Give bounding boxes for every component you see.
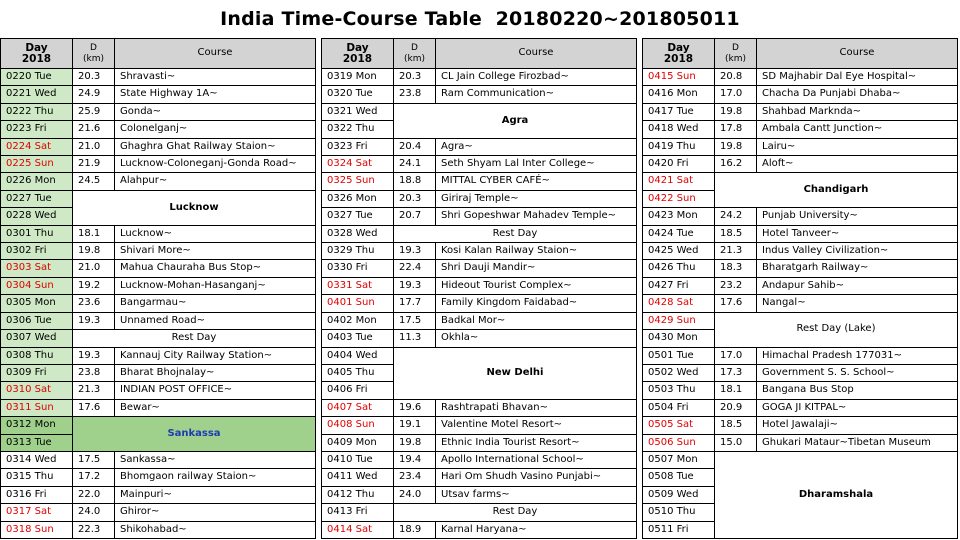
day-cell: 0328 Wed bbox=[322, 225, 394, 242]
day-cell: 0429 Sun bbox=[643, 312, 715, 329]
day-cell: 0307 Wed bbox=[1, 330, 73, 347]
distance-cell: 24.5 bbox=[73, 173, 115, 190]
day-cell: 0228 Wed bbox=[1, 208, 73, 225]
table-row bbox=[322, 312, 637, 329]
header-day: Day 2018 bbox=[643, 39, 715, 69]
course-cell: Himachal Pradesh 177031~ bbox=[757, 347, 958, 364]
merged-course-cell: Lucknow bbox=[73, 190, 316, 225]
distance-cell: 24.2 bbox=[715, 208, 757, 225]
table-row bbox=[322, 243, 637, 260]
distance-cell: 16.2 bbox=[715, 156, 757, 173]
day-cell: 0430 Mon bbox=[643, 330, 715, 347]
table-row bbox=[643, 434, 958, 451]
course-cell: Family Kingdom Faidabad~ bbox=[436, 295, 637, 312]
distance-cell: 20.7 bbox=[394, 208, 436, 225]
day-cell: 0424 Tue bbox=[643, 225, 715, 242]
table-row bbox=[322, 521, 637, 538]
table-row bbox=[643, 382, 958, 399]
table-row bbox=[643, 156, 958, 173]
distance-cell: 19.3 bbox=[394, 277, 436, 294]
course-cell: Shahbad Marknda~ bbox=[757, 103, 958, 120]
table-row bbox=[322, 277, 637, 294]
table-row bbox=[643, 208, 958, 225]
course-cell: Shivari More~ bbox=[115, 243, 316, 260]
distance-cell: 23.8 bbox=[394, 86, 436, 103]
distance-cell: 21.9 bbox=[73, 156, 115, 173]
day-cell: 0304 Sun bbox=[1, 277, 73, 294]
day-cell: 0315 Thu bbox=[1, 469, 73, 486]
table-row bbox=[1, 504, 316, 521]
distance-cell: 17.6 bbox=[715, 295, 757, 312]
day-cell: 0502 Wed bbox=[643, 364, 715, 381]
distance-cell: 21.0 bbox=[73, 138, 115, 155]
day-cell: 0311 Sun bbox=[1, 399, 73, 416]
distance-cell: 18.8 bbox=[394, 173, 436, 190]
table-row bbox=[643, 295, 958, 312]
course-cell: Ethnic India Tourist Resort~ bbox=[436, 434, 637, 451]
day-cell: 0415 Sun bbox=[643, 69, 715, 86]
table-row bbox=[1, 121, 316, 138]
table-row bbox=[322, 173, 637, 190]
course-cell: Unnamed Road~ bbox=[115, 312, 316, 329]
table-row bbox=[1, 347, 316, 364]
distance-cell: 19.8 bbox=[73, 243, 115, 260]
day-cell: 0412 Thu bbox=[322, 486, 394, 503]
day-cell: 0326 Mon bbox=[322, 190, 394, 207]
distance-cell: 20.3 bbox=[394, 69, 436, 86]
distance-cell: 22.4 bbox=[394, 260, 436, 277]
course-cell: Seth Shyam Lal Inter College~ bbox=[436, 156, 637, 173]
day-cell: 0503 Thu bbox=[643, 382, 715, 399]
table-row bbox=[322, 399, 637, 416]
day-cell: 0319 Mon bbox=[322, 69, 394, 86]
day-cell: 0325 Sun bbox=[322, 173, 394, 190]
table-row bbox=[1, 225, 316, 242]
header-distance: D (km) bbox=[715, 39, 757, 69]
day-cell: 0510 Thu bbox=[643, 504, 715, 521]
distance-cell: 19.4 bbox=[394, 451, 436, 468]
course-cell: Lucknow~ bbox=[115, 225, 316, 242]
day-cell: 0303 Sat bbox=[1, 260, 73, 277]
course-cell: Ghukari Mataur~Tibetan Museum bbox=[757, 434, 958, 451]
table-row bbox=[322, 156, 637, 173]
distance-cell: 19.1 bbox=[394, 417, 436, 434]
day-cell: 0505 Sat bbox=[643, 417, 715, 434]
course-cell: Nangal~ bbox=[757, 295, 958, 312]
day-cell: 0413 Fri bbox=[322, 504, 394, 521]
distance-cell: 23.2 bbox=[715, 277, 757, 294]
distance-cell: 17.8 bbox=[715, 121, 757, 138]
day-cell: 0422 Sun bbox=[643, 190, 715, 207]
day-cell: 0410 Tue bbox=[322, 451, 394, 468]
merged-course-cell: Agra bbox=[394, 103, 637, 138]
table-row bbox=[322, 486, 637, 503]
course-cell: Bangana Bus Stop bbox=[757, 382, 958, 399]
distance-cell: 19.8 bbox=[394, 434, 436, 451]
course-cell: INDIAN POST OFFICE~ bbox=[115, 382, 316, 399]
course-cell: Aloft~ bbox=[757, 156, 958, 173]
course-cell: Mahua Chauraha Bus Stop~ bbox=[115, 260, 316, 277]
course-cell: Apollo International School~ bbox=[436, 451, 637, 468]
distance-cell: 17.0 bbox=[715, 86, 757, 103]
day-cell: 0401 Sun bbox=[322, 295, 394, 312]
distance-cell: 19.8 bbox=[715, 138, 757, 155]
table-row bbox=[322, 138, 637, 155]
distance-cell: 21.0 bbox=[73, 260, 115, 277]
course-cell: Hideout Tourist Complex~ bbox=[436, 277, 637, 294]
table-row bbox=[322, 417, 637, 434]
course-cell: Rashtrapati Bhavan~ bbox=[436, 399, 637, 416]
table-row bbox=[1, 521, 316, 538]
day-cell: 0317 Sat bbox=[1, 504, 73, 521]
distance-cell: 17.5 bbox=[394, 312, 436, 329]
header-day: Day 2018 bbox=[322, 39, 394, 69]
day-cell: 0402 Mon bbox=[322, 312, 394, 329]
table-row bbox=[1, 173, 316, 190]
distance-cell: 24.1 bbox=[394, 156, 436, 173]
day-cell: 0408 Sun bbox=[322, 417, 394, 434]
course-cell: Valentine Motel Resort~ bbox=[436, 417, 637, 434]
table-row bbox=[643, 417, 958, 434]
distance-cell: 19.6 bbox=[394, 399, 436, 416]
course-cell: Indus Valley Civilization~ bbox=[757, 243, 958, 260]
day-cell: 0417 Tue bbox=[643, 103, 715, 120]
table-row bbox=[1, 277, 316, 294]
table-row bbox=[322, 347, 637, 364]
course-cell: CL Jain College Firozbad~ bbox=[436, 69, 637, 86]
day-cell: 0421 Sat bbox=[643, 173, 715, 190]
course-cell: Kannauj City Railway Station~ bbox=[115, 347, 316, 364]
distance-cell: 18.5 bbox=[715, 225, 757, 242]
course-cell: Ambala Cantt Junction~ bbox=[757, 121, 958, 138]
distance-cell: 25.9 bbox=[73, 103, 115, 120]
table-row bbox=[322, 225, 637, 242]
distance-cell: 22.3 bbox=[73, 521, 115, 538]
table-row bbox=[1, 312, 316, 329]
course-cell: Hari Om Shudh Vasino Punjabi~ bbox=[436, 469, 637, 486]
day-cell: 0428 Sat bbox=[643, 295, 715, 312]
day-cell: 0418 Wed bbox=[643, 121, 715, 138]
table-row bbox=[1, 69, 316, 86]
day-cell: 0508 Tue bbox=[643, 469, 715, 486]
merged-course-cell: Dharamshala bbox=[715, 451, 958, 538]
distance-cell: 18.9 bbox=[394, 521, 436, 538]
day-cell: 0509 Wed bbox=[643, 486, 715, 503]
day-cell: 0324 Sat bbox=[322, 156, 394, 173]
day-cell: 0318 Sun bbox=[1, 521, 73, 538]
day-cell: 0223 Fri bbox=[1, 121, 73, 138]
course-cell: Giriraj Temple~ bbox=[436, 190, 637, 207]
header-course: Course bbox=[436, 39, 637, 69]
course-cell: Bangarmau~ bbox=[115, 295, 316, 312]
table-row bbox=[643, 364, 958, 381]
day-cell: 0221 Wed bbox=[1, 86, 73, 103]
schedule-table-2 bbox=[321, 38, 637, 539]
table-row bbox=[322, 86, 637, 103]
header-day: Day 2018 bbox=[1, 39, 73, 69]
table-row bbox=[643, 225, 958, 242]
course-cell: Shri Gopeshwar Mahadev Temple~ bbox=[436, 208, 637, 225]
table-row bbox=[322, 330, 637, 347]
distance-cell: 21.3 bbox=[73, 382, 115, 399]
day-cell: 0425 Wed bbox=[643, 243, 715, 260]
course-cell: Punjab University~ bbox=[757, 208, 958, 225]
day-cell: 0310 Sat bbox=[1, 382, 73, 399]
table-row bbox=[1, 330, 316, 347]
day-cell: 0423 Mon bbox=[643, 208, 715, 225]
table-row bbox=[322, 103, 637, 120]
day-cell: 0409 Mon bbox=[322, 434, 394, 451]
course-cell: Bewar~ bbox=[115, 399, 316, 416]
distance-cell: 23.8 bbox=[73, 364, 115, 381]
day-cell: 0330 Fri bbox=[322, 260, 394, 277]
distance-cell: 20.8 bbox=[715, 69, 757, 86]
table-row bbox=[322, 69, 637, 86]
table-row bbox=[322, 260, 637, 277]
day-cell: 0323 Fri bbox=[322, 138, 394, 155]
course-cell: Lairu~ bbox=[757, 138, 958, 155]
distance-cell: 18.1 bbox=[715, 382, 757, 399]
day-cell: 0507 Mon bbox=[643, 451, 715, 468]
table-row bbox=[643, 347, 958, 364]
day-cell: 0224 Sat bbox=[1, 138, 73, 155]
course-cell: GOGA JI KITPAL~ bbox=[757, 399, 958, 416]
table-row bbox=[1, 451, 316, 468]
distance-cell: 19.3 bbox=[73, 312, 115, 329]
day-cell: 0331 Sat bbox=[322, 277, 394, 294]
day-cell: 0309 Fri bbox=[1, 364, 73, 381]
course-cell: Mainpuri~ bbox=[115, 486, 316, 503]
distance-cell: 20.3 bbox=[73, 69, 115, 86]
course-cell: Bhomgaon railway Staion~ bbox=[115, 469, 316, 486]
merged-course-cell: New Delhi bbox=[394, 347, 637, 399]
distance-cell: 21.6 bbox=[73, 121, 115, 138]
table-row bbox=[643, 451, 958, 468]
day-cell: 0314 Wed bbox=[1, 451, 73, 468]
table-row bbox=[1, 417, 316, 434]
distance-cell: 19.8 bbox=[715, 103, 757, 120]
table-row bbox=[1, 156, 316, 173]
course-cell: Karnal Haryana~ bbox=[436, 521, 637, 538]
day-cell: 0320 Tue bbox=[322, 86, 394, 103]
distance-cell: 24.0 bbox=[73, 504, 115, 521]
table-row bbox=[1, 295, 316, 312]
day-cell: 0226 Mon bbox=[1, 173, 73, 190]
course-cell: Hotel Jawalaji~ bbox=[757, 417, 958, 434]
table-row bbox=[1, 260, 316, 277]
table-row bbox=[643, 312, 958, 329]
table-row bbox=[1, 103, 316, 120]
distance-cell: 19.2 bbox=[73, 277, 115, 294]
header-row bbox=[322, 39, 637, 69]
table-row bbox=[1, 486, 316, 503]
course-cell: Ghaghra Ghat Railway Staion~ bbox=[115, 138, 316, 155]
table-row bbox=[643, 277, 958, 294]
header-distance: D (km) bbox=[73, 39, 115, 69]
distance-cell: 19.3 bbox=[73, 347, 115, 364]
day-cell: 0419 Thu bbox=[643, 138, 715, 155]
day-cell: 0308 Thu bbox=[1, 347, 73, 364]
course-cell: Shri Dauji Mandir~ bbox=[436, 260, 637, 277]
course-cell: Utsav farms~ bbox=[436, 486, 637, 503]
distance-cell: 21.3 bbox=[715, 243, 757, 260]
distance-cell: 18.1 bbox=[73, 225, 115, 242]
distance-cell: 19.3 bbox=[394, 243, 436, 260]
merged-course-cell: Rest Day bbox=[394, 225, 637, 242]
day-cell: 0420 Fri bbox=[643, 156, 715, 173]
table-row bbox=[643, 243, 958, 260]
day-cell: 0316 Fri bbox=[1, 486, 73, 503]
day-cell: 0406 Fri bbox=[322, 382, 394, 399]
header-distance: D (km) bbox=[394, 39, 436, 69]
schedule-table-3 bbox=[642, 38, 958, 539]
course-cell: Shravasti~ bbox=[115, 69, 316, 86]
day-cell: 0321 Wed bbox=[322, 103, 394, 120]
course-cell: SD Majhabir Dal Eye Hospital~ bbox=[757, 69, 958, 86]
day-cell: 0306 Tue bbox=[1, 312, 73, 329]
course-cell: Chacha Da Punjabi Dhaba~ bbox=[757, 86, 958, 103]
course-cell: Ram Communication~ bbox=[436, 86, 637, 103]
header-row bbox=[643, 39, 958, 69]
day-cell: 0411 Wed bbox=[322, 469, 394, 486]
course-cell: Kosi Kalan Railway Staion~ bbox=[436, 243, 637, 260]
day-cell: 0313 Tue bbox=[1, 434, 73, 451]
course-cell: Badkal Mor~ bbox=[436, 312, 637, 329]
table-row bbox=[643, 69, 958, 86]
distance-cell: 20.3 bbox=[394, 190, 436, 207]
table-row bbox=[643, 173, 958, 190]
table-row bbox=[322, 208, 637, 225]
day-cell: 0222 Thu bbox=[1, 103, 73, 120]
course-cell: Lucknow-Coloneganj-Gonda Road~ bbox=[115, 156, 316, 173]
table-row bbox=[322, 434, 637, 451]
distance-cell: 17.2 bbox=[73, 469, 115, 486]
table-row bbox=[322, 295, 637, 312]
day-cell: 0404 Wed bbox=[322, 347, 394, 364]
table-row bbox=[1, 382, 316, 399]
table-row bbox=[643, 399, 958, 416]
merged-course-cell: Rest Day bbox=[73, 330, 316, 347]
table-row bbox=[643, 103, 958, 120]
day-cell: 0426 Thu bbox=[643, 260, 715, 277]
day-cell: 0405 Thu bbox=[322, 364, 394, 381]
course-cell: Hotel Tanveer~ bbox=[757, 225, 958, 242]
day-cell: 0322 Thu bbox=[322, 121, 394, 138]
table-row bbox=[1, 469, 316, 486]
table-row bbox=[322, 451, 637, 468]
day-cell: 0220 Tue bbox=[1, 69, 73, 86]
distance-cell: 18.5 bbox=[715, 417, 757, 434]
course-cell: Gonda~ bbox=[115, 103, 316, 120]
table-row bbox=[1, 138, 316, 155]
distance-cell: 17.5 bbox=[73, 451, 115, 468]
course-cell: Ghiror~ bbox=[115, 504, 316, 521]
merged-course-cell: Sankassa bbox=[73, 417, 316, 452]
table-row bbox=[1, 190, 316, 207]
day-cell: 0427 Fri bbox=[643, 277, 715, 294]
merged-course-cell: Rest Day bbox=[394, 504, 637, 521]
table-row bbox=[643, 260, 958, 277]
distance-cell: 18.3 bbox=[715, 260, 757, 277]
distance-cell: 20.9 bbox=[715, 399, 757, 416]
day-cell: 0301 Thu bbox=[1, 225, 73, 242]
table-row bbox=[643, 121, 958, 138]
distance-cell: 15.0 bbox=[715, 434, 757, 451]
schedule-table-1 bbox=[0, 38, 316, 539]
day-cell: 0327 Tue bbox=[322, 208, 394, 225]
table-row bbox=[1, 399, 316, 416]
day-cell: 0312 Mon bbox=[1, 417, 73, 434]
course-cell: Government S. S. School~ bbox=[757, 364, 958, 381]
table-row bbox=[643, 86, 958, 103]
distance-cell: 17.7 bbox=[394, 295, 436, 312]
day-cell: 0506 Sun bbox=[643, 434, 715, 451]
distance-cell: 24.0 bbox=[394, 486, 436, 503]
day-cell: 0227 Tue bbox=[1, 190, 73, 207]
table-row bbox=[1, 243, 316, 260]
table-row bbox=[322, 469, 637, 486]
distance-cell: 17.3 bbox=[715, 364, 757, 381]
day-cell: 0407 Sat bbox=[322, 399, 394, 416]
day-cell: 0329 Thu bbox=[322, 243, 394, 260]
distance-cell: 23.6 bbox=[73, 295, 115, 312]
table-row bbox=[1, 86, 316, 103]
table-row bbox=[1, 364, 316, 381]
course-cell: Sankassa~ bbox=[115, 451, 316, 468]
course-cell: Alahpur~ bbox=[115, 173, 316, 190]
day-cell: 0501 Tue bbox=[643, 347, 715, 364]
distance-cell: 24.9 bbox=[73, 86, 115, 103]
course-cell: Bharatgarh Railway~ bbox=[757, 260, 958, 277]
header-course: Course bbox=[115, 39, 316, 69]
course-cell: State Highway 1A~ bbox=[115, 86, 316, 103]
course-cell: Colonelganj~ bbox=[115, 121, 316, 138]
course-cell: Bharat Bhojnalay~ bbox=[115, 364, 316, 381]
course-cell: Agra~ bbox=[436, 138, 637, 155]
day-cell: 0511 Fri bbox=[643, 521, 715, 538]
course-cell: MITTAL CYBER CAFÉ~ bbox=[436, 173, 637, 190]
distance-cell: 20.4 bbox=[394, 138, 436, 155]
merged-course-cell: Chandigarh bbox=[715, 173, 958, 208]
day-cell: 0302 Fri bbox=[1, 243, 73, 260]
distance-cell: 17.6 bbox=[73, 399, 115, 416]
day-cell: 0416 Mon bbox=[643, 86, 715, 103]
day-cell: 0414 Sat bbox=[322, 521, 394, 538]
distance-cell: 17.0 bbox=[715, 347, 757, 364]
merged-course-cell: Rest Day (Lake) bbox=[715, 312, 958, 347]
table-row bbox=[322, 190, 637, 207]
course-cell: Andapur Sahib~ bbox=[757, 277, 958, 294]
header-row bbox=[1, 39, 316, 69]
distance-cell: 11.3 bbox=[394, 330, 436, 347]
day-cell: 0225 Sun bbox=[1, 156, 73, 173]
table-row bbox=[643, 138, 958, 155]
course-cell: Lucknow-Mohan-Hasanganj~ bbox=[115, 277, 316, 294]
day-cell: 0403 Tue bbox=[322, 330, 394, 347]
page-title: India Time-Course Table 20180220~201805011 bbox=[220, 8, 740, 30]
header-course: Course bbox=[757, 39, 958, 69]
day-cell: 0504 Fri bbox=[643, 399, 715, 416]
distance-cell: 22.0 bbox=[73, 486, 115, 503]
course-cell: Okhla~ bbox=[436, 330, 637, 347]
distance-cell: 23.4 bbox=[394, 469, 436, 486]
table-row bbox=[322, 504, 637, 521]
day-cell: 0305 Mon bbox=[1, 295, 73, 312]
course-cell: Shikohabad~ bbox=[115, 521, 316, 538]
